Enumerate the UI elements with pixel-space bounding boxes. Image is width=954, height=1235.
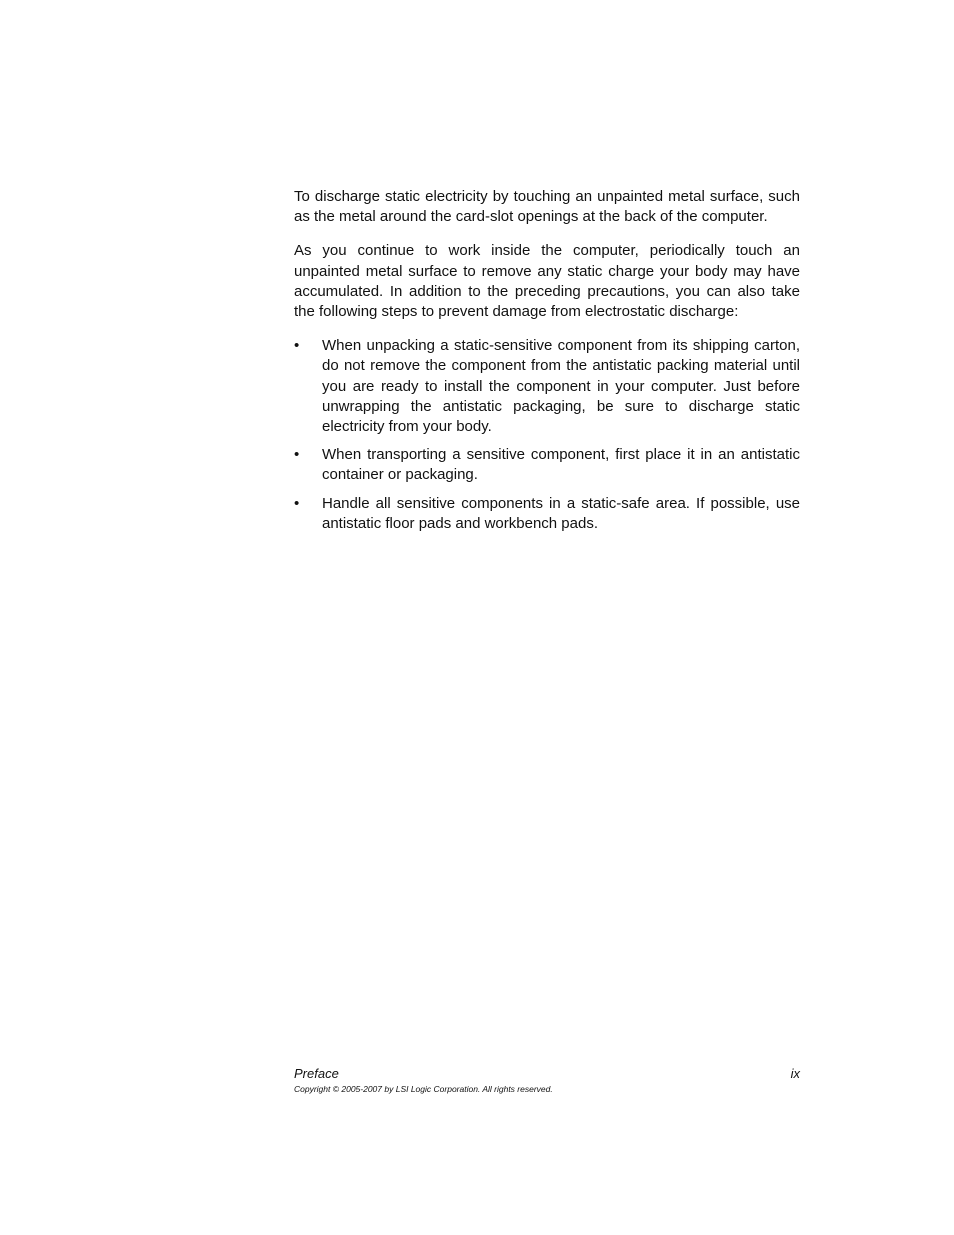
bullet-icon: • (294, 494, 300, 512)
list-item (294, 336, 800, 437)
bullet-icon: • (294, 337, 300, 355)
list-item (294, 494, 800, 534)
footer-row (294, 1065, 800, 1083)
page-number: ix (790, 1066, 800, 1081)
list-item-text: Handle all sensitive components in a static-safe area. If possible, use antistatic floor pads and workbench pads. (322, 494, 800, 532)
bullet-icon: • (294, 446, 300, 464)
list-item-text: When transporting a sensitive component, first place it in an antistatic container or packaging. (322, 446, 800, 484)
copyright-notice: Copyright © 2005-2007 by LSI Logic Corporation. All rights reserved. (294, 1084, 553, 1094)
bullet-list (294, 336, 800, 534)
list-item-text: When unpacking a static-sensitive component from its shipping carton, do not remove the component from the antistatic packing material until you are ready to install the component in your computer. Just before unwrapping the antistatic packaging, be sure to discharge static electricity from your body. (322, 337, 800, 436)
main-content (294, 187, 800, 542)
body-paragraph: To discharge static electricity by touching an unpainted metal surface, such as the metal around the card-slot openings at the back of the computer. (294, 188, 800, 226)
list-item (294, 445, 800, 485)
page-footer (294, 1065, 800, 1095)
footer-section-title: Preface (294, 1066, 339, 1081)
body-paragraph: As you continue to work inside the computer, periodically touch an unpainted metal surface to remove any static charge your body may have accumulated. In addition to the preceding precautions, you can also take the following steps to prevent damage from electrostatic discharge: (294, 242, 800, 321)
